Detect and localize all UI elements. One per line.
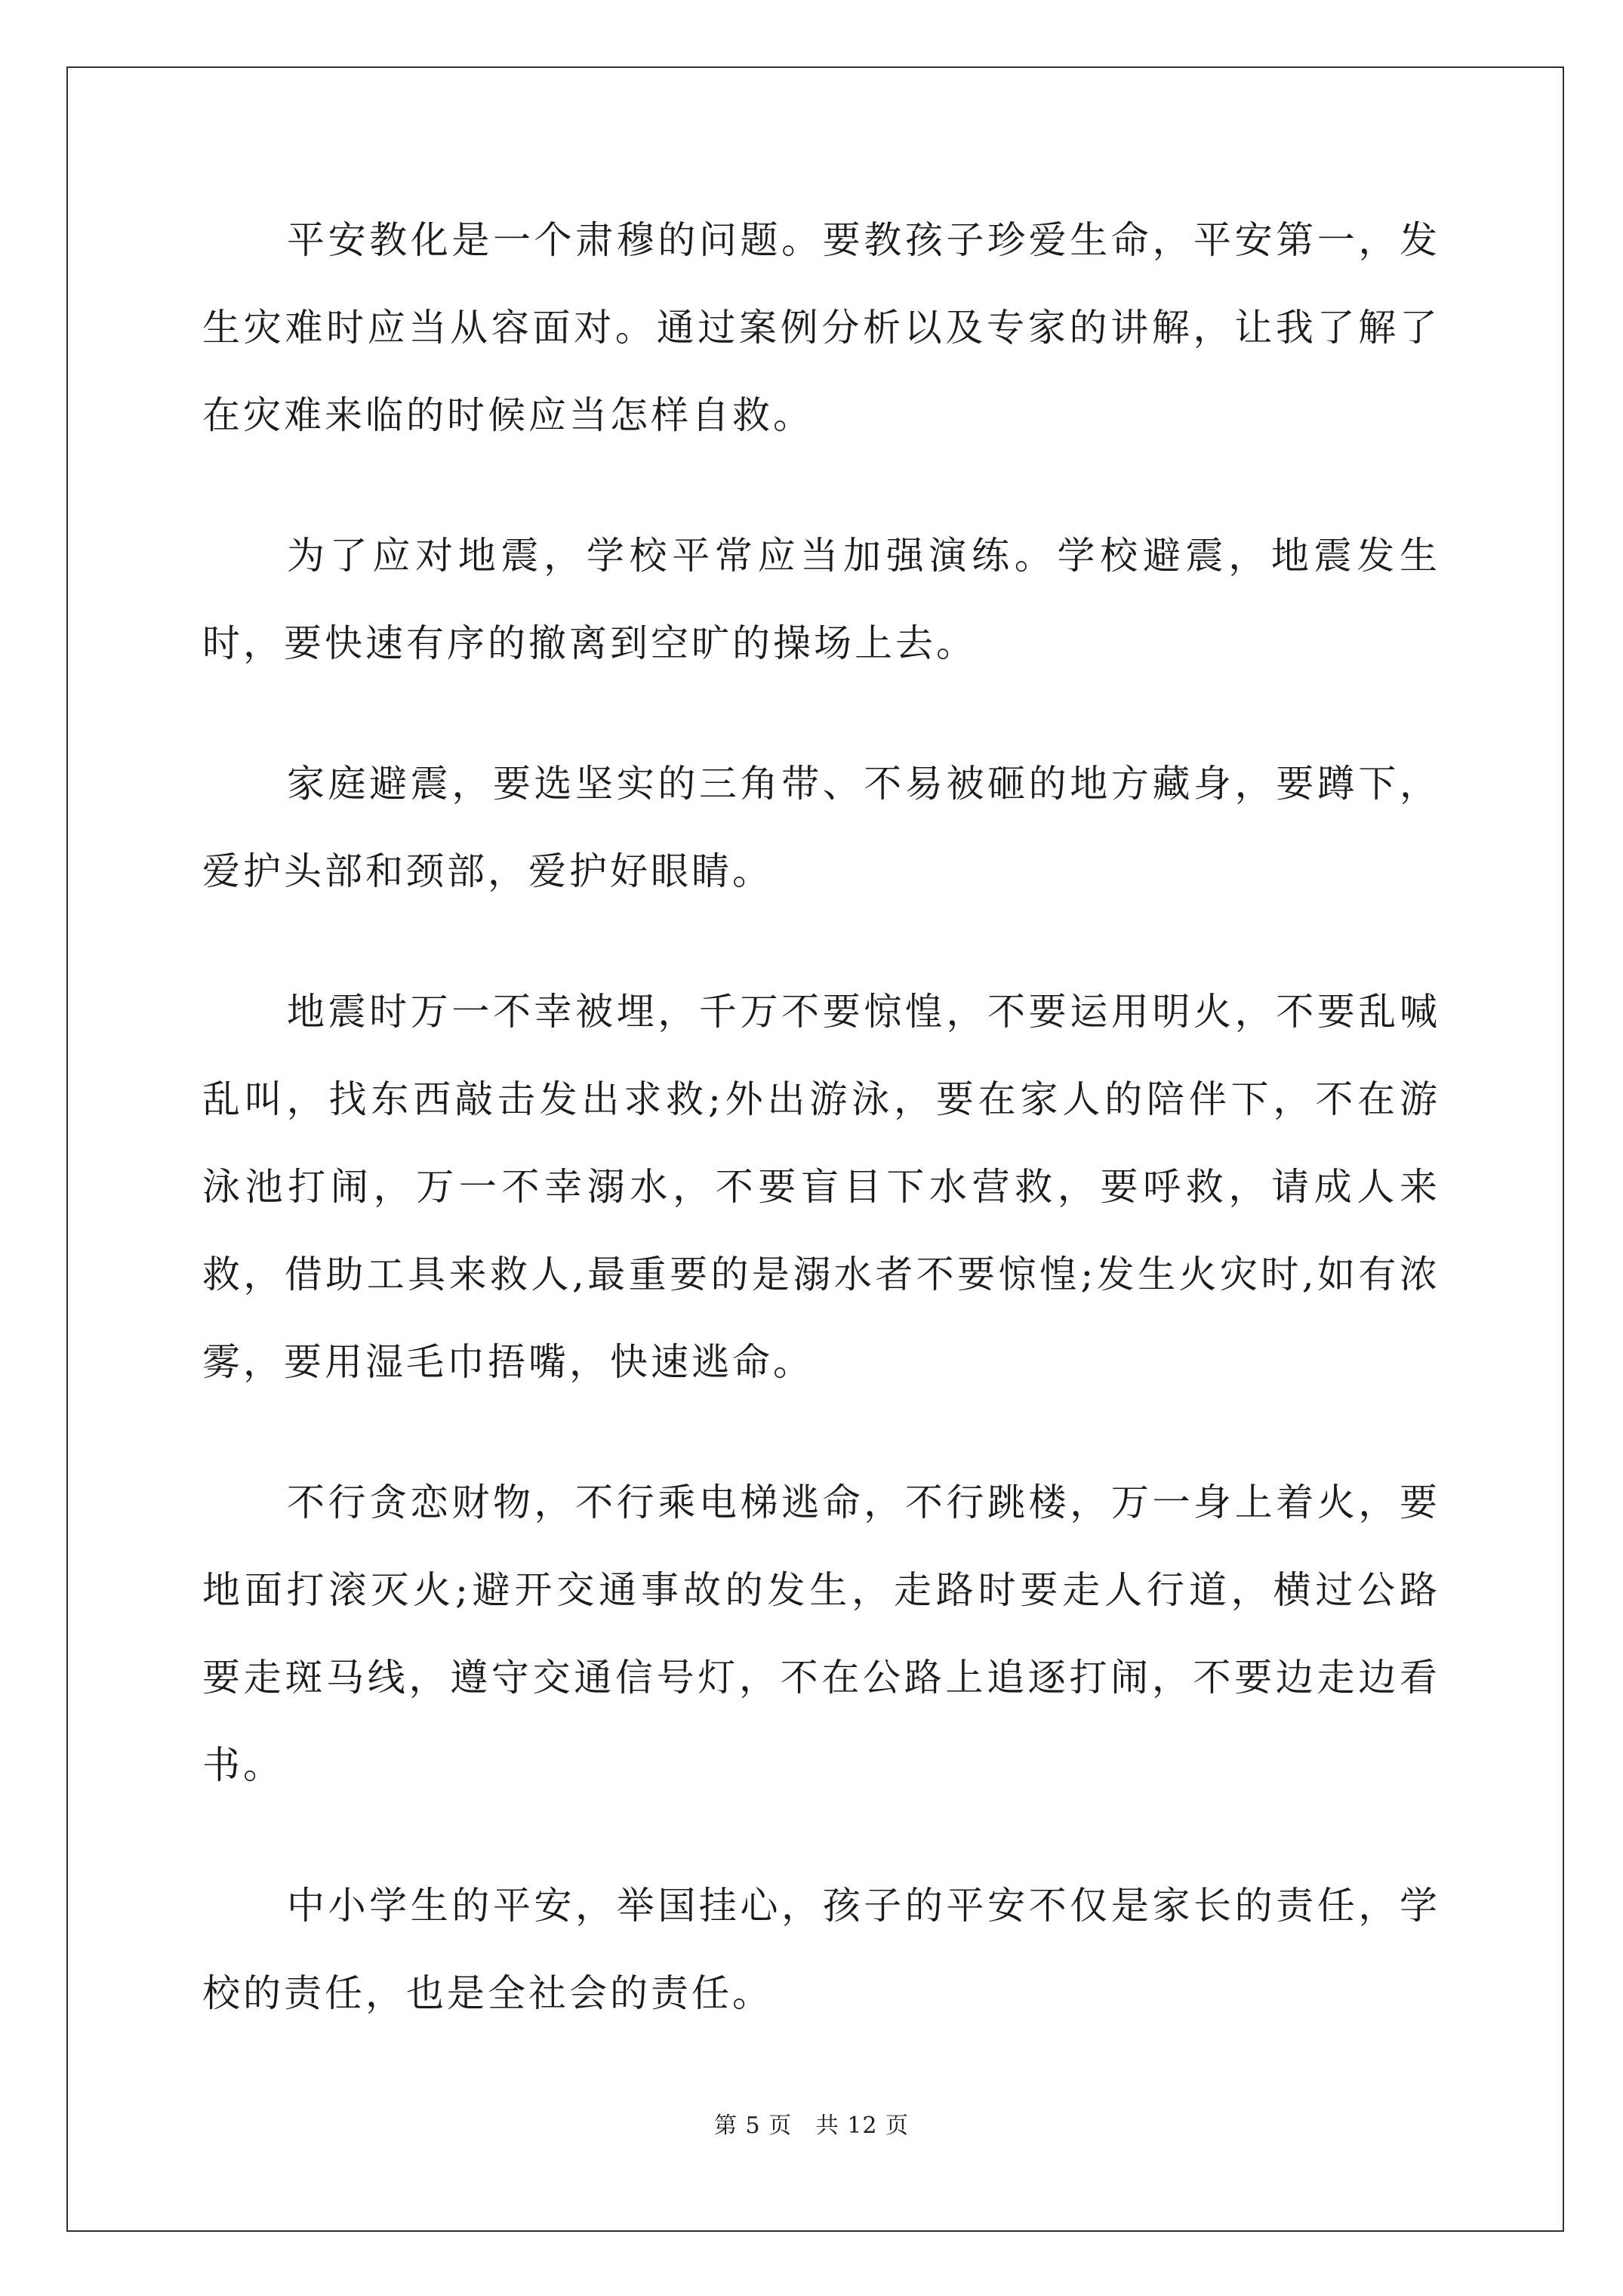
paragraph: 中小学生的平安，举国挂心，孩子的平安不仅是家长的责任，学校的责任，也是全社会的责任。	[202, 1884, 1440, 2015]
paragraph: 平安教化是一个肃穆的问题。要教孩子珍爱生命，平安第一，发生灾难时应当从容面对。通过案例分析以及专家的讲解，让我了解了在灾难来临的时候应当怎样自救。	[202, 218, 1440, 437]
paragraph: 地震时万一不幸被埋，千万不要惊惶，不要运用明火，不要乱喊乱叫，找东西敲击发出求救;外出游泳，要在家人的陪伴下，不在游泳池打闹，万一不幸溺水，不要盲目下水营救，要呼救，请成人来救，借助工具来救人,最重要的是溺水者不要惊惶;发生火灾时,如有浓雾，要用湿毛巾捂嘴，快速逃命。	[202, 990, 1440, 1384]
paragraph: 为了应对地震，学校平常应当加强演练。学校避震，地震发生时，要快速有序的撤离到空旷的操场上去。	[202, 534, 1440, 665]
document-body	[202, 196, 1440, 2037]
paragraph: 家庭避震，要选坚实的三角带、不易被砸的地方藏身，要蹲下，爱护头部和颈部，爱护好眼睛。	[202, 762, 1440, 893]
page-number: 第 5 页 共 12 页	[713, 2113, 909, 2139]
paragraph: 不行贪恋财物，不行乘电梯逃命，不行跳楼，万一身上着火，要地面打滚灭火;避开交通事故的发生，走路时要走人行道，横过公路要走斑马线，遵守交通信号灯，不在公路上追逐打闹，不要边走边看书。	[202, 1481, 1440, 1787]
